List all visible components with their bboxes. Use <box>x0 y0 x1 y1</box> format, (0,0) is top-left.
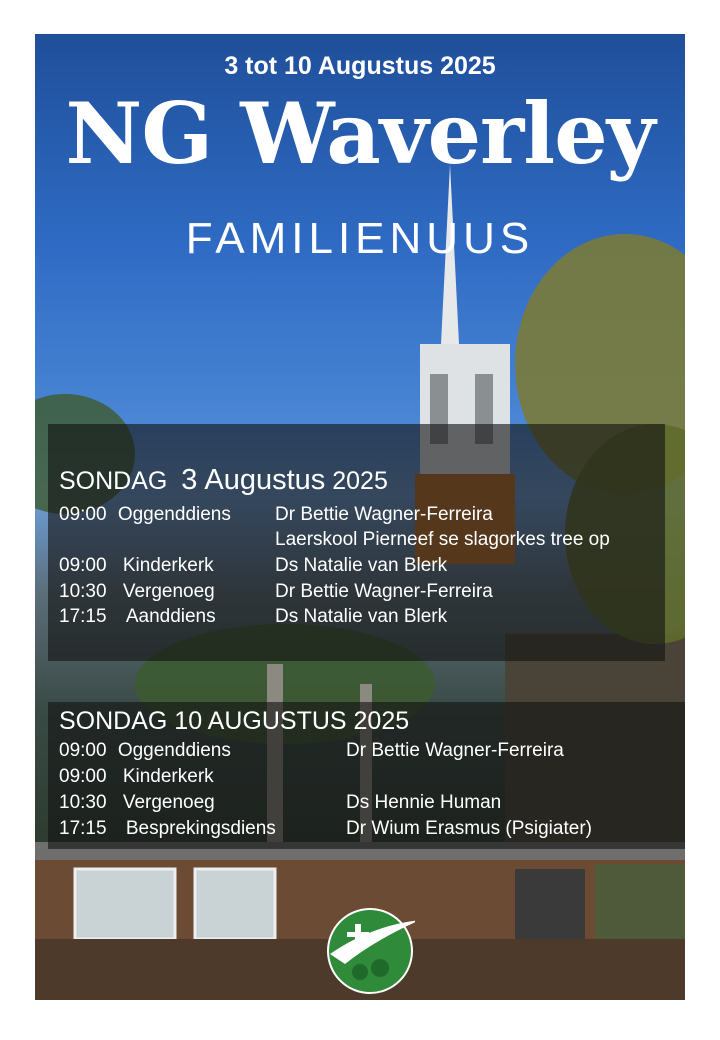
row-time: 17:15 <box>59 606 107 627</box>
church-name-title: NG Waverley <box>65 84 655 183</box>
schedule-panel-sunday-3 <box>48 424 665 661</box>
heading-year: 2025 <box>332 467 388 495</box>
schedule-panel-sunday-10 <box>48 702 685 849</box>
row-leader: Dr Bettie Wagner-Ferreira <box>346 740 564 761</box>
row-service: Aanddiens <box>125 606 216 627</box>
newsletter-subtitle: FAMILIENUUS <box>185 214 535 263</box>
row-leader: Ds Natalie van Blerk <box>275 555 448 576</box>
heading-date-number: 3 <box>181 464 198 496</box>
heading-month: Augustus <box>204 464 326 496</box>
schedule-row <box>59 606 216 628</box>
row-note: Laerskool Pierneef se slagorkes tree op <box>275 529 610 550</box>
row-service: Oggenddiens <box>117 504 231 525</box>
row-service: Besprekingsdiens <box>125 818 276 839</box>
schedule-row <box>59 740 231 762</box>
church-cross-logo-icon <box>325 906 415 996</box>
row-time: 17:15 <box>59 818 107 839</box>
row-time: 09:00 <box>59 740 107 761</box>
row-time: 10:30 <box>59 792 107 813</box>
row-time: 09:00 <box>59 504 107 525</box>
schedule-row <box>59 818 276 840</box>
schedule-row <box>59 504 231 526</box>
poster <box>35 34 685 1000</box>
date-range: 3 tot 10 Augustus 2025 <box>224 52 496 80</box>
row-leader: Dr Bettie Wagner-Ferreira <box>275 504 493 525</box>
schedule-row <box>59 555 214 577</box>
schedule-row <box>59 581 215 603</box>
row-leader: Dr Bettie Wagner-Ferreira <box>275 581 493 602</box>
row-leader: Ds Natalie van Blerk <box>275 606 448 627</box>
row-leader: Ds Hennie Human <box>346 792 502 813</box>
schedule-heading <box>59 464 388 497</box>
row-service: Oggenddiens <box>117 740 231 761</box>
schedule-row <box>59 766 214 788</box>
row-service: Kinderkerk <box>122 555 214 576</box>
row-service: Kinderkerk <box>122 766 214 787</box>
row-leader: Dr Wium Erasmus (Psigiater) <box>346 818 592 839</box>
heading-day: SONDAG <box>59 467 168 495</box>
row-service: Vergenoeg <box>122 792 215 813</box>
schedule-heading: SONDAG 10 AUGUSTUS 2025 <box>59 707 410 735</box>
row-time: 10:30 <box>59 581 107 602</box>
row-time: 09:00 <box>59 555 107 576</box>
schedule-row <box>59 792 215 814</box>
row-service: Vergenoeg <box>122 581 215 602</box>
row-time: 09:00 <box>59 766 107 787</box>
